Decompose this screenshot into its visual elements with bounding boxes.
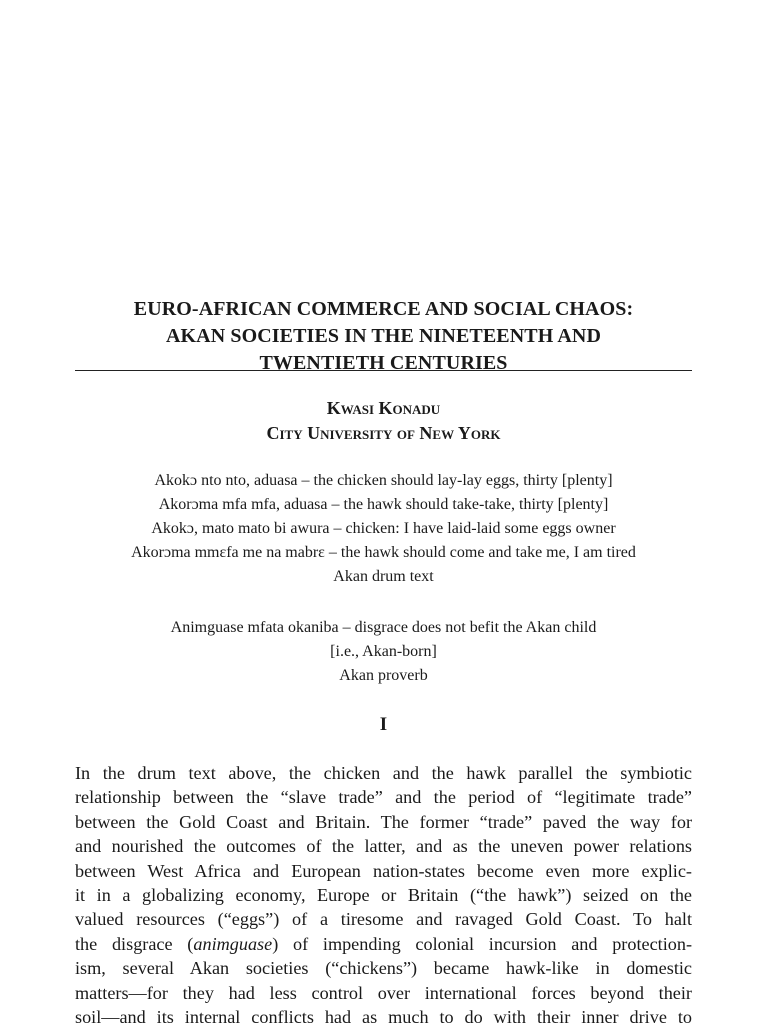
epigraph-line: Animguase mfata okaniba – disgrace does not befit the Akan child	[170, 619, 597, 636]
italic-term: animguase	[193, 933, 273, 954]
body-text-segment: ) of impending colonial incursion and protection-	[272, 933, 693, 954]
article-title-line: TWENTIETH CENTURIES	[259, 352, 508, 374]
article-title-line: EURO-AFRICAN COMMERCE AND SOCIAL CHAOS:	[133, 298, 634, 320]
author-block	[75, 396, 692, 446]
body-line: relationship between the “slave trade” and the period of “legitimate trade”	[75, 787, 692, 808]
epigraph-line: Akorɔma mmɛfa me na mabrɛ – the hawk should come and take me, I am tired	[131, 544, 636, 561]
body-line	[75, 932, 692, 956]
epigraph-line: Akokɔ, mato mato bi awura – chicken: I have laid-laid some eggs owner	[151, 520, 616, 537]
article-title-line: AKAN SOCIETIES IN THE NINETEENTH AND	[165, 325, 602, 347]
section-heading: I	[379, 714, 388, 735]
epigraph-attribution: Akan drum text	[333, 568, 434, 585]
author-name: Kwasi Konadu	[326, 398, 441, 418]
body-line: soil—and its internal conflicts had as much to do with their inner drive to	[75, 1006, 692, 1027]
author-affiliation: City University of New York	[266, 423, 501, 443]
body-line: In the drum text above, the chicken and the hawk parallel the symbiotic	[75, 763, 692, 783]
body-line: between the Gold Coast and Britain. The former “trade” paved the way for	[75, 811, 692, 832]
article-title	[75, 296, 692, 377]
epigraph-drum-text	[75, 469, 692, 589]
body-line: ism, several Akan societies (“chickens”) became hawk-like in domestic	[75, 958, 692, 979]
body-line: valued resources (“eggs”) of a tiresome and ravaged Gold Coast. To halt	[75, 909, 692, 930]
epigraph-proverb	[75, 616, 692, 688]
epigraph-attribution: Akan proverb	[339, 667, 428, 684]
body-line: matters—for they had less control over international forces beyond their	[75, 982, 692, 1003]
epigraph-line: [i.e., Akan-born]	[330, 643, 437, 660]
body-text-segment: the disgrace (	[75, 933, 194, 954]
body-line: and nourished the outcomes of the latter, and as the uneven power relations	[75, 836, 692, 857]
epigraph-line: Akokɔ nto nto, aduasa – the chicken should lay-lay eggs, thirty [plenty]	[154, 472, 613, 489]
body-line: between West Africa and European nation-states become even more explic-	[75, 860, 692, 881]
body-paragraph	[75, 761, 692, 1029]
body-line: it in a globalizing economy, Europe or Britain (“the hawk”) seized on the	[75, 884, 692, 905]
epigraph-line: Akorɔma mfa mfa, aduasa – the hawk should take-take, thirty [plenty]	[158, 496, 609, 513]
title-divider	[75, 370, 692, 371]
